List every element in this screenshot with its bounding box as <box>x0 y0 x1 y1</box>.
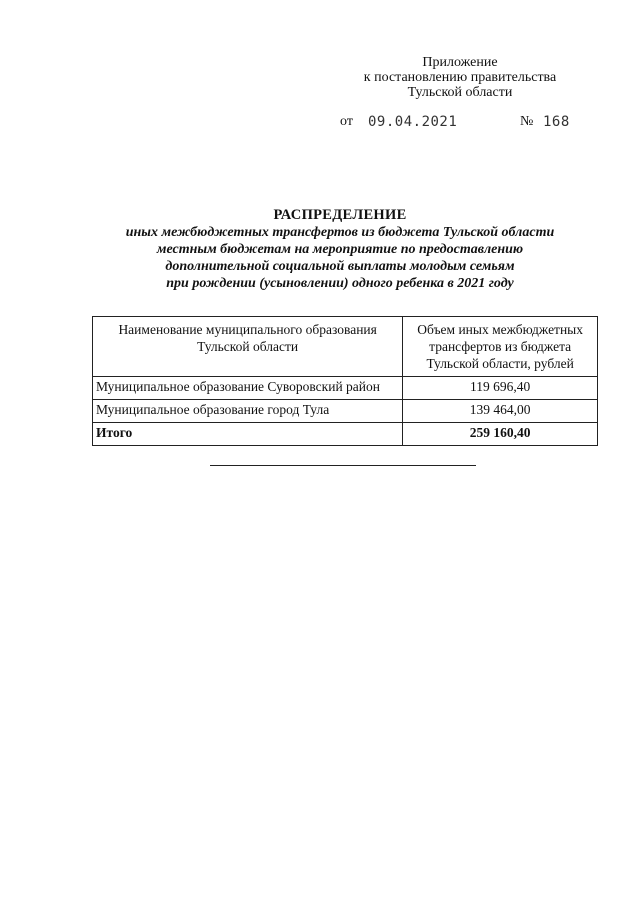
title-line: дополнительной социальной выплаты молодым семьям <box>165 259 515 274</box>
decree-date: 09.04.2021 <box>368 114 458 130</box>
closing-divider <box>210 465 476 466</box>
title-line: при рождении (усыновлении) одного ребенка в 2021 году <box>166 276 514 291</box>
title-main: РАСПРЕДЕЛЕНИЕ <box>273 207 407 223</box>
appendix-line: Приложение <box>422 55 498 70</box>
appendix-line: к постановлению правительства <box>363 70 557 85</box>
table-row <box>93 400 598 423</box>
total-row <box>93 423 598 446</box>
decree-reference <box>340 114 600 132</box>
decree-number: 168 <box>543 114 570 130</box>
title-subtitle <box>80 224 600 292</box>
table-row <box>93 377 598 400</box>
total-label: Итого <box>93 423 403 446</box>
title-line: местным бюджетам на мероприятие по предоставлению <box>156 242 524 257</box>
number-label: № <box>520 114 534 129</box>
row-amount: 139 464,00 <box>403 400 598 423</box>
appendix-header <box>300 55 620 100</box>
distribution-table <box>92 316 598 446</box>
document-title <box>80 207 600 292</box>
from-label: от <box>340 114 353 129</box>
total-amount: 259 160,40 <box>403 423 598 446</box>
header-municipality: Наименование муниципального образования Тульской области <box>93 317 403 377</box>
appendix-line: Тульской области <box>407 85 513 100</box>
header-amount: Объем иных межбюджетных трансфертов из бюджета Тульской области, рублей <box>403 317 598 377</box>
row-municipality: Муниципальное образование Суворовский район <box>93 377 403 400</box>
row-municipality: Муниципальное образование город Тула <box>93 400 403 423</box>
row-amount: 119 696,40 <box>403 377 598 400</box>
table-header-row <box>93 317 598 377</box>
title-line: иных межбюджетных трансфертов из бюджета Тульской области <box>125 225 555 240</box>
